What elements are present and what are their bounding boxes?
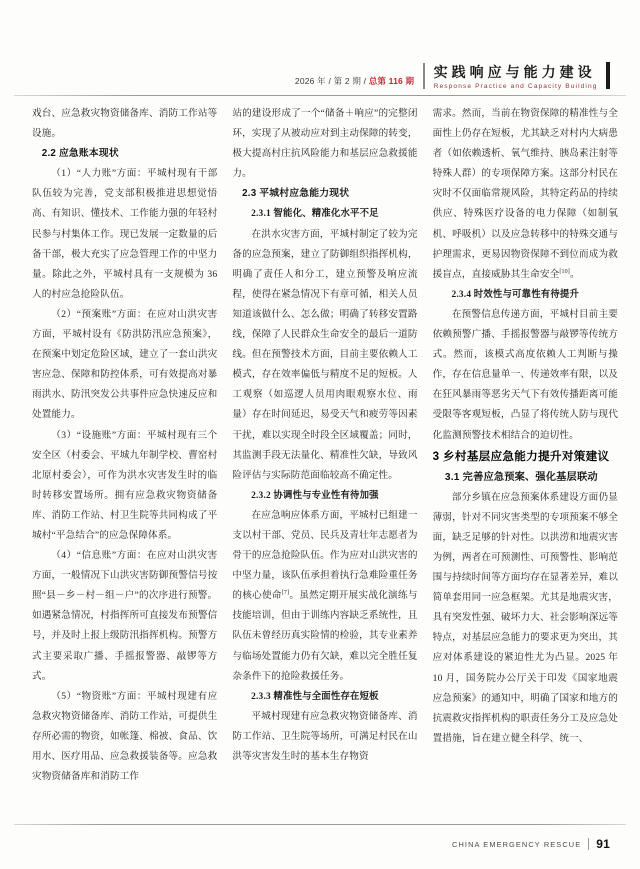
footer-divider <box>588 838 589 850</box>
paragraph-continued-right-tail: 。 <box>569 268 580 280</box>
paragraph-2-3-3: 平城村现建有应急救灾物资储备库、消防工作站、卫生院等场所，可满足村民在山洪等灾害发生时的基本生存物资 <box>232 710 418 762</box>
header-rule <box>14 95 626 96</box>
section-title-block <box>434 66 598 90</box>
running-head <box>0 48 640 90</box>
text-columns <box>32 104 618 803</box>
citation-marker-10: [10] <box>559 268 570 275</box>
column-left <box>32 104 217 803</box>
page-footer <box>452 837 610 851</box>
issue-info <box>295 75 414 90</box>
heading-2-2: 2.2 应急账本现状 <box>41 148 119 160</box>
paragraph-continued-middle: 站的建设形成了一个“储备＋响应”的完整闭环，实现了从被动应对到主动保障的转变，极大提高村庄抗风险能力和基层应急救援能力。 <box>232 108 418 180</box>
paragraph-continued-right-head: 需求。然而，当前在物资保障的精准性与全面性上仍存在短板，尤其缺乏对村内大病患者（如依赖透析、氧气维持、胰岛素注射等特殊人群）的专项保障方案。这部分村民在灾时不仅面临常规风险，其特定药品的持续供应、特殊医疗设备的电力保障（如制氧机、呼吸机）以及应急转移中的特殊交通与护理需求，更易因物资保障不到位而成为救援盲点，直接威胁其生命安全 <box>432 108 618 280</box>
heading-2-3: 2.3 平城村应急能力现状 <box>242 188 350 200</box>
paragraph-wuzi-account: （5）“物资账”方面：平城村现建有应急救灾物资储备库、消防工作站，可提供生存所必需的物资，如帐篷、棉被、食品、饮用水、医疗用品、应急救援装备等。应急救灾物资储备库和消防工作 <box>32 690 218 783</box>
heading-2-3-3: 2.3.3 精准性与全面性存在短板 <box>251 691 379 702</box>
page-number: 91 <box>596 837 610 851</box>
paragraph-yuan-account: （2）“预案账”方面：在应对山洪灾害方面，平城村设有《防洪防汛应急预案》，在预案中划定危险区域，建立了一套山洪灾害应急、保障和防控体系，可有效提高对暴雨洪水、防汛突发公共事件应急快速反应和处置能力。 <box>32 308 218 421</box>
heading-2-3-1: 2.3.1 智能化、精准化水平不足 <box>251 209 379 220</box>
issue-total: 总第 116 期 <box>368 76 415 86</box>
paragraph-sheshi-account: （3）“设施账”方面：平城村现有三个安全区（村委会、平城九年制学校、曹窑村北原村委会），可作为洪水灾害发生时的临时转移安置场所。拥有应急救灾物资储备库、消防工作站、村卫生院等共同构成了平城村“平急结合”的应急保障体系。 <box>32 429 218 541</box>
header-accent-bar <box>606 62 611 89</box>
paragraph-2-3-2-head: 在应急响应体系方面，平城村已组建一支以村干部、党员、民兵及青壮年志愿者为骨干的应急抢险队伍。作为应对山洪灾害的中坚力量，该队伍承担着执行急难险重任务的核心使命 <box>232 509 418 602</box>
section-title-cn: 实践响应与能力建设 <box>433 65 596 81</box>
paragraph-2-3-1: 在洪水灾害方面，平城村制定了较为完备的应急预案，建立了防御组织指挥机构，明确了责任人和分工，建立预警及响应流程，使得在紧急情况下有章可循，相关人员知道该做什么、怎么做；明确了转移安置路线，保障了人民群众生命安全的最后一道防线。但在预警技术方面，目前主要依赖人工模式，存在效率偏低与精度不足的短板。人工观察（如巡逻人员用肉眼观察水位、雨量）存在时间延迟，易受天气和疲劳等因素干扰，难以实现全时段全区域覆盖；同时，其监测手段无法量化、精准性欠缺，导致风险评估与实际防范面临较高不确定性。 <box>232 228 418 481</box>
paragraph-2-3-2 <box>232 506 417 687</box>
citation-marker-7: [7] <box>281 590 290 597</box>
paragraph-xinxi-account: （4）“信息账”方面：在应对山洪灾害方面，一般情况下山洪灾害防御预警信号按照“县－乡－村－组－户”的次序进行预警。如遇紧急情况，村指挥所可直接发布预警信号，并及时上报上级防汛指挥机构。预警方式主要采取广播、手摇报警器、敲锣等方式。 <box>32 550 218 682</box>
paragraph-renli-account: （1）“人力账”方面：平城村现有干部队伍较为完善，党支部积极推进思想觉悟高、有知识、懂技术、工作能力强的年轻村民参与村集体工作。现已发展一定数量的后备干部，极大充实了应急管理工作的中坚力量。除此之外，平城村具有一支规模为 36 人的村应急抢险队伍。 <box>32 168 218 300</box>
heading-2-3-4: 2.3.4 时效性与可靠性有待提升 <box>451 289 580 300</box>
header-divider <box>423 63 424 89</box>
column-right <box>433 104 618 803</box>
paragraph-2-3-2-tail: 。虽然定期开展实战化演练与技能培训，但由于训练内容缺乏系统性，且队伍未曾经历真实险情的检验，其专业素养与临场处置能力仍有欠缺，难以完全胜任复杂条件下的抢险救援任务。 <box>232 590 418 682</box>
issue-year: 2026 年 <box>294 76 326 86</box>
paragraph-continued-right <box>433 104 618 285</box>
heading-2-3-2: 2.3.2 协调性与专业性有待加强 <box>251 490 379 501</box>
issue-number: 第 2 期 <box>333 76 362 86</box>
section-title-en: Response Practice and Capacity Building <box>433 83 598 90</box>
issue-separator-2: / <box>363 76 367 86</box>
journal-name: CHINA EMERGENCY RESCUE <box>452 839 582 849</box>
heading-3: 3 乡村基层应急能力提升对策建议 <box>432 449 610 463</box>
column-middle <box>232 104 417 803</box>
heading-3-1: 3.1 完善应急预案、强化基层联动 <box>444 471 598 483</box>
issue-separator-1: / <box>328 76 331 86</box>
footer-rule <box>14 824 626 825</box>
paragraph-2-3-4: 在预警信息传递方面，平城村目前主要依赖预警广播、手摇报警器与敲锣等传统方式。然而，该模式高度依赖人工判断与操作，存在信息量单一、传递效率有限，以及在狂风暴雨等恶劣天气下有效传播距离可能受限等客观短板，凸显了将传统人防与现代化监测预警技术相结合的迫切性。 <box>432 308 618 441</box>
paragraph-3-1: 部分乡镇在应急预案体系建设方面仍显薄弱，针对不同灾害类型的专项预案不够全面，缺乏足够的针对性。以洪涝和地震灾害为例，两者在可预测性、可预警性、影响范围与持续时间等方面均存在显著差异，难以简单套用同一应急框架。尤其是地震灾害，具有突发性强、破坏力大、社会影响深远等特点，对基层应急能力的要求更为突出，其应对体系建设的紧迫性尤为凸显。2025 年 10 月，国务院办公厅关于印发《国家地震应急预案》的通知中，明确了国家和地方的抗震救灾指挥机构的职责任务分工及应急处置措施，旨在建立健全科学、统一、 <box>432 491 618 744</box>
paragraph-continued-left: 戏台、应急救灾物资储备库、消防工作站等设施。 <box>32 108 218 140</box>
